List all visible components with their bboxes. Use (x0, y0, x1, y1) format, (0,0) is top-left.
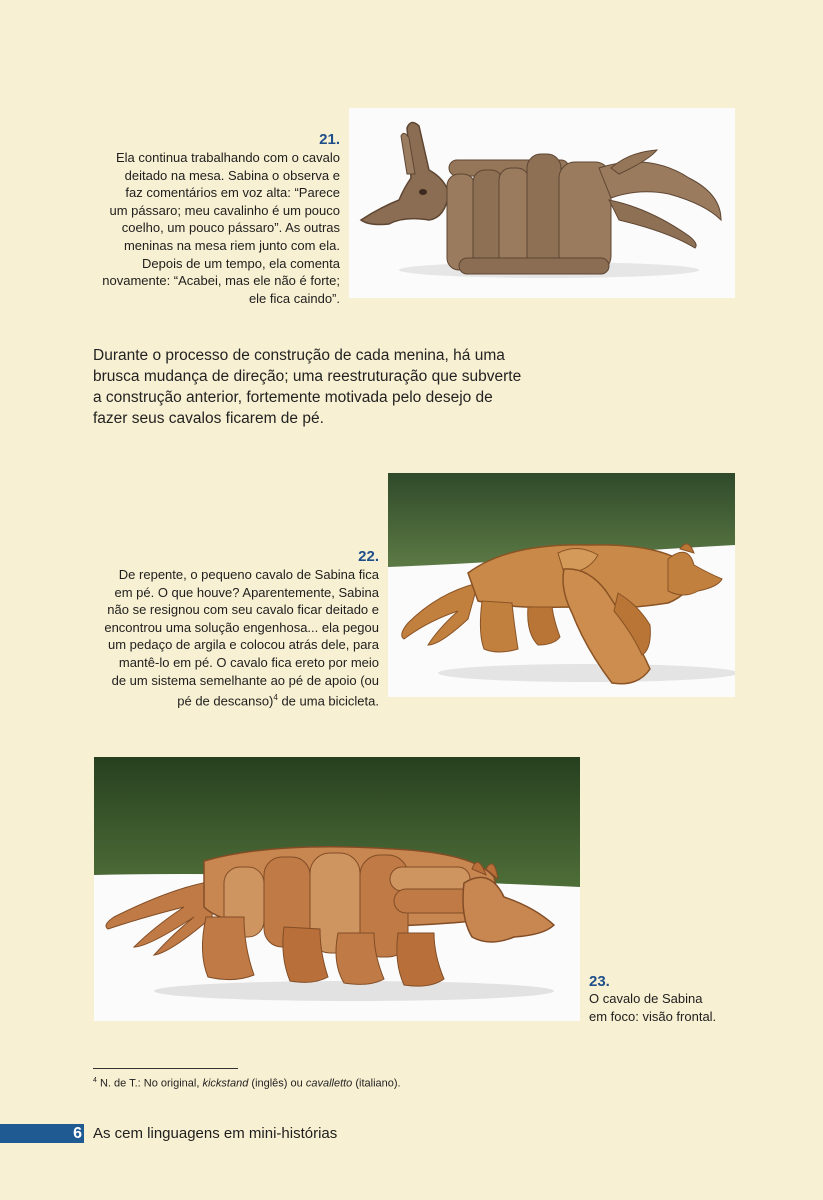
caption-text: de uma bicicleta. (277, 693, 379, 709)
footnote-text: (inglês) ou (248, 1077, 306, 1090)
footnote-divider (93, 1068, 238, 1069)
figure-21-caption (80, 149, 340, 307)
footnote-term-english: kickstand (202, 1077, 249, 1090)
caption-line: encontrou uma solução engenhosa... ela pegou (104, 619, 379, 635)
caption-line: um pássaro; meu cavalinho é um pouco (109, 202, 340, 218)
caption-line: coelho, um pouco pássaro”. As outras (121, 220, 340, 236)
photo-clay-horse-frontal (94, 757, 580, 1021)
footnote (93, 1077, 693, 1090)
caption-text: pé de descanso) (177, 693, 274, 709)
caption-line: em foco: visão frontal. (589, 1008, 717, 1024)
clay-horse-lying-illustration (349, 108, 735, 298)
footnote-marker: 4 (93, 1077, 97, 1084)
clay-horse-frontal-illustration (94, 757, 580, 1021)
caption-line: mantê-lo em pé. O cavalo fica ereto por meio (118, 654, 379, 670)
caption-line: em pé. O que houve? Aparentemente, Sabina (114, 584, 379, 600)
paragraph-line: fazer seus cavalos ficarem de pé. (93, 410, 324, 427)
figure-22-number: 22. (358, 548, 379, 565)
footnote-reference[interactable]: 4 (273, 693, 278, 703)
figure-21-number: 21. (319, 131, 340, 148)
caption-line: faz comentários em voz alta: “Parece (125, 185, 340, 201)
caption-line: Depois de um tempo, ela comenta (142, 255, 340, 271)
photo-clay-horse-lying (349, 108, 735, 298)
caption-line: De repente, o pequeno cavalo de Sabina fica (118, 567, 379, 582)
caption-line: não se resignou com seu cavalo ficar deitado e (107, 602, 379, 618)
paragraph-line: Durante o processo de construção de cada menina, há uma (93, 347, 505, 364)
footnote-text: N. de T.: No original, (96, 1077, 203, 1090)
caption-line: O cavalo de Sabina (589, 991, 703, 1006)
body-paragraph (93, 345, 553, 429)
running-title: As cem linguagens em mini-histórias (93, 1125, 338, 1142)
paragraph-line: a construção anterior, fortemente motivada pelo desejo de (93, 389, 493, 406)
figure-22-caption (80, 566, 379, 710)
caption-line-last (80, 689, 379, 710)
photo-clay-horse-standing (388, 473, 735, 697)
caption-line: Ela continua trabalhando com o cavalo (115, 150, 340, 165)
caption-line: deitado na mesa. Sabina o observa e (124, 167, 340, 183)
footnote-term-italian: cavalletto (305, 1077, 353, 1090)
caption-line: novamente: “Acabei, mas ele não é forte; (102, 273, 340, 289)
footnote-text: (italiano). (352, 1077, 401, 1090)
caption-line: meninas na mesa riem junto com ela. (123, 237, 340, 253)
page-number: 6 (73, 1125, 82, 1142)
caption-line: ele fica caindo”. (248, 290, 340, 306)
figure-23-caption (589, 990, 789, 1025)
caption-line: um pedaço de argila e colocou atrás dele, para (107, 637, 379, 653)
figure-23-number: 23. (589, 973, 610, 990)
paragraph-line: brusca mudança de direção; uma reestruturação que subverte (93, 368, 522, 385)
caption-line: de um sistema semelhante ao pé de apoio (ou (111, 672, 379, 688)
clay-horse-standing-illustration (388, 473, 735, 697)
